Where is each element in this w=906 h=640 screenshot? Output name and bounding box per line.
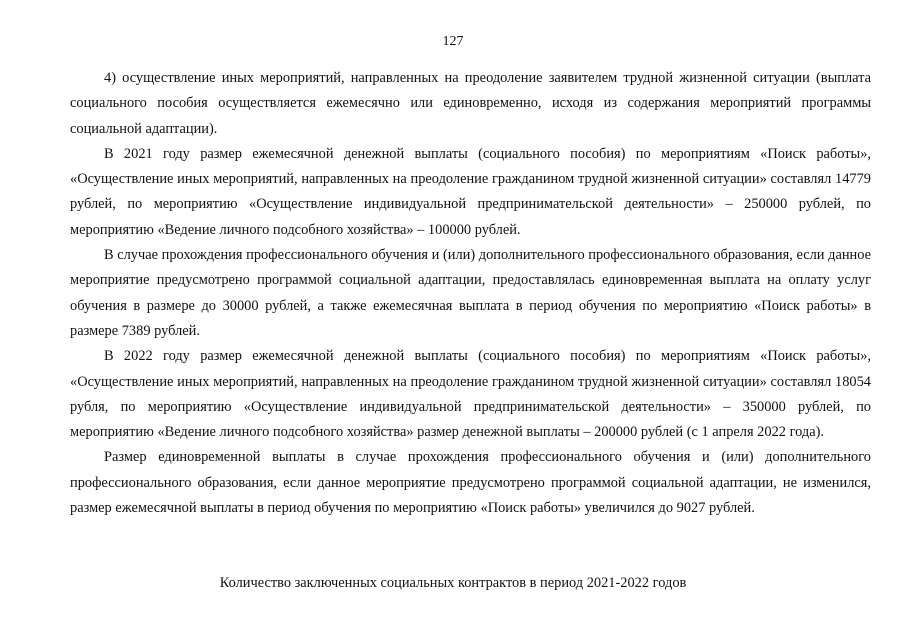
paragraph-training-payments: В случае прохождения профессионального обучения и (или) дополнительного профессионального образования, если данное мероприятие предусмотрено программой социальной адаптации, предоставлялась единовременная выплата на оплату услуг обучения в размере до 30000 рублей, а также ежемесячная выплата в период обучения по мероприятию «Поиск работы» в размере 7389 рублей. (70, 247, 871, 339)
table-caption: Количество заключенных социальных контрактов в период 2021-2022 годов (219, 575, 687, 591)
paragraph-2022-payments: В 2022 году размер ежемесячной денежной выплаты (социального пособия) по мероприятиям «Поиск работы», «Осуществление иных мероприятий, направленных на преодоление гражданином трудной жизненной ситуации» составлял 18054 рубля, по мероприятию «Осуществление индивидуальной предпринимательской деятельности» – 350000 рублей, по мероприятию «Ведение личного подсобного хозяйства» размер денежной выплаты – 200000 рублей (с 1 апреля 2022 года). (70, 348, 871, 441)
document-body (70, 66, 871, 521)
paragraph-training-payment-change: Размер единовременной выплаты в случае прохождения профессионального обучения и (или) дополнительного профессионального образования, если данное мероприятие предусмотрено программой социальной адаптации, не изменился, размер ежемесячной выплаты в период обучения по мероприятию «Поиск работы» увеличился до 9027 рублей. (70, 449, 871, 517)
paragraph-measures-item-4: 4) осуществление иных мероприятий, направленных на преодоление заявителем трудной жизненной ситуации (выплата социального пособия осуществляется ежемесячно или единовременно, исходя из содержания мероприятий программы социальной адаптации). (70, 70, 871, 137)
page-number: 127 (442, 34, 464, 49)
paragraph-2021-payments: В 2021 году размер ежемесячной денежной выплаты (социального пособия) по мероприятиям «Поиск работы», «Осуществление иных мероприятий, направленных на преодоление гражданином трудной жизненной ситуации» составлял 14779 рублей, по мероприятию «Осуществление индивидуальной предпринимательской деятельности» – 250000 рублей, по мероприятию «Ведение личного подсобного хозяйства» – 100000 рублей. (70, 145, 871, 238)
